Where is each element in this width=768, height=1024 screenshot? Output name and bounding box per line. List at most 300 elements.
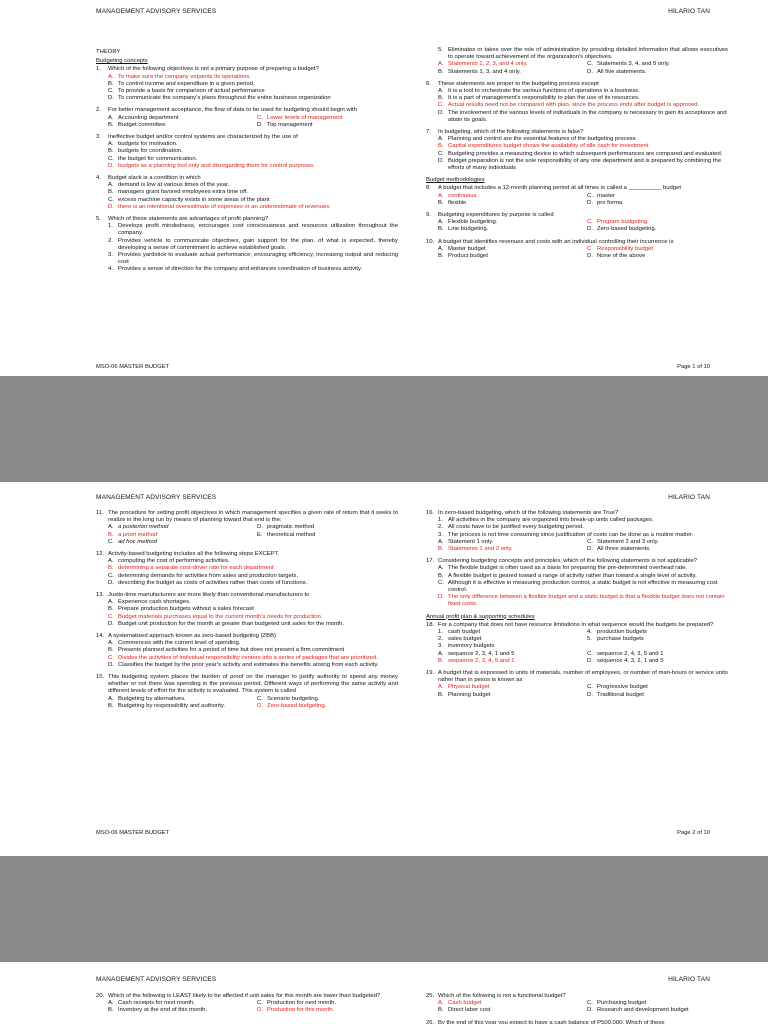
option-text: Budgeting by responsibility and authority. xyxy=(118,702,225,709)
answer-option xyxy=(438,136,728,143)
option-text: sequence 2, 3, 4, 1 and 5 xyxy=(448,650,515,657)
option-text: Zero-based budgeting. xyxy=(267,702,327,709)
option-letter: A. xyxy=(438,538,444,545)
question-number: 8. xyxy=(426,185,431,192)
question-item xyxy=(96,216,398,274)
option-text: Presents planned activities for a period of time but does not present a firm commitment xyxy=(118,647,345,654)
option-letter: C. xyxy=(108,572,114,579)
option-letter: A. xyxy=(108,1000,114,1007)
option-letter: A. xyxy=(438,650,444,657)
answer-option xyxy=(587,629,728,636)
option-letter: B. xyxy=(438,572,444,579)
question-item xyxy=(96,175,398,211)
option-letter: C. xyxy=(108,613,114,620)
option-letter: C. xyxy=(438,150,444,157)
answer-option xyxy=(587,636,728,643)
answer-option xyxy=(438,219,579,226)
option-letter: A. xyxy=(108,141,114,148)
option-letter: B. xyxy=(108,148,114,155)
question-text: Which of the following objectives is not a primary purpose of preparing a budget? xyxy=(108,66,319,73)
answer-option-correct xyxy=(438,143,728,150)
answer-option xyxy=(438,539,579,546)
statement-number: 1. xyxy=(438,517,443,524)
header-left: MANAGEMENT ADVISORY SERVICES xyxy=(96,494,217,501)
option-text: Statement 1 only. xyxy=(448,538,494,545)
answer-option xyxy=(257,122,398,129)
statement-item xyxy=(108,252,398,266)
answer-option xyxy=(587,61,728,68)
option-text: Responsibility budget xyxy=(597,245,653,252)
answer-option xyxy=(587,692,728,699)
option-letter: D. xyxy=(438,157,444,164)
answer-option xyxy=(587,658,728,665)
answer-option xyxy=(438,88,728,95)
option-letter: B. xyxy=(108,606,114,613)
statement-number: 1. xyxy=(108,223,113,230)
option-text: Budgeting provides a measuring device to which subsequent performances are compared and evaluated. xyxy=(448,150,723,157)
question-text: For better management acceptance, the flow of data to be used for budgeting should begin with xyxy=(108,107,357,114)
question-number: 5. xyxy=(96,216,101,223)
answer-option xyxy=(438,69,579,76)
option-letter: A. xyxy=(438,219,444,226)
option-text: Line budgeting. xyxy=(448,226,489,233)
answer-option xyxy=(587,200,728,207)
statement-item xyxy=(438,532,728,539)
question-stem xyxy=(96,175,398,182)
question-number: 16. xyxy=(426,510,435,516)
question-text: In budgeting, which of the following statements is false? xyxy=(438,129,584,136)
option-text: ad hoc method xyxy=(118,538,157,545)
question-item xyxy=(96,633,398,669)
option-letter: C. xyxy=(587,219,593,226)
statement-item xyxy=(108,266,398,273)
question-stem xyxy=(96,633,398,640)
question-text: This budgeting system places the burden of proof on the manager to justify authority to spend any money whether or not there was spending in the previous period. Different ways of performing the same activity and different levels of effort for the activity is evaluated. This system is called xyxy=(108,674,398,695)
answer-option xyxy=(108,189,398,196)
option-letter: C. xyxy=(108,196,114,203)
option-letter: D. xyxy=(108,661,114,668)
section-heading: Budgeting concepts xyxy=(96,58,148,65)
answer-option xyxy=(257,524,398,531)
answer-option xyxy=(108,1000,249,1007)
option-text: a posteriori method xyxy=(118,524,169,531)
option-letter: B. xyxy=(438,546,444,553)
answer-options xyxy=(438,219,728,233)
answer-options xyxy=(108,182,398,211)
option-text: Divides the activities of individual responsibility centers into a series of packages that are prioritized. xyxy=(118,654,378,661)
header-right: HILARIO TAN xyxy=(668,494,710,501)
option-letter: A. xyxy=(108,524,114,531)
option-letter: A. xyxy=(438,192,444,199)
section-heading: THEORY xyxy=(96,49,121,55)
option-text: theoretical method xyxy=(267,531,316,538)
option-text: Accounting department xyxy=(118,114,179,121)
option-text: sales budget xyxy=(448,636,482,643)
question-number: 10. xyxy=(426,238,435,245)
option-text: Progressive budget xyxy=(597,684,648,691)
answer-option xyxy=(587,643,728,650)
option-letter: C. xyxy=(587,1000,593,1007)
question-item xyxy=(426,81,728,124)
question-stem xyxy=(96,674,398,696)
option-text: Statements 1 and 2 only. xyxy=(448,546,513,553)
option-text: determining a separate cost-driver rate for each department xyxy=(118,565,274,572)
option-letter: D. xyxy=(108,203,114,210)
answer-options xyxy=(438,136,728,172)
option-letter: D. xyxy=(257,1007,263,1014)
answer-option xyxy=(587,546,728,553)
option-text: Although it is effective in measuring production control, a static budget is not effective in measuring cost control. xyxy=(448,579,718,594)
question-item xyxy=(426,47,728,76)
statement-text: Provides a sense of direction for the company and enhances coordination of business activity. xyxy=(118,266,363,273)
page-footer xyxy=(96,830,710,836)
page-3-right-column xyxy=(426,993,728,1024)
option-text: Master budget xyxy=(448,245,486,252)
option-text: Commences with the current level of spending. xyxy=(118,640,241,647)
answer-options xyxy=(438,193,728,207)
option-text: Planning and control are the essential features of the budgeting process xyxy=(448,136,636,143)
answer-option-correct xyxy=(438,102,728,109)
option-letter: 1. xyxy=(438,629,443,636)
option-letter: 3. xyxy=(438,643,443,650)
option-letter: C. xyxy=(587,192,593,199)
answer-options xyxy=(438,1000,728,1014)
option-letter: 4. xyxy=(587,629,592,636)
question-text: Activity-based budgeting includes all the following steps EXCEPT xyxy=(108,551,279,558)
option-letter: C. xyxy=(108,88,114,95)
option-text: determining demands for activities from sales and production targets. xyxy=(118,572,299,579)
question-number: 15. xyxy=(96,674,105,681)
option-text: computing the cost of performing activities. xyxy=(118,558,230,565)
option-text: The flexible budget is often used as a basis for preparing the pre-determined overhead rate. xyxy=(448,565,688,572)
answer-option xyxy=(438,636,579,643)
statement-list xyxy=(438,47,728,61)
option-letter: B. xyxy=(108,189,114,196)
option-text: Traditional budget xyxy=(597,691,644,698)
answer-option-correct xyxy=(438,193,579,200)
answer-option xyxy=(438,253,579,260)
option-letter xyxy=(587,643,597,650)
option-letter: A. xyxy=(108,73,114,80)
option-text: Statements 3, 4, and 5 only. xyxy=(597,61,670,68)
option-letter: D. xyxy=(587,691,593,698)
answer-options xyxy=(438,61,728,75)
option-letter: D. xyxy=(438,594,444,601)
option-letter: D. xyxy=(257,524,263,531)
answer-option xyxy=(438,692,579,699)
statement-text: All costs have to be justified every budgeting period. xyxy=(448,524,584,531)
option-letter: A. xyxy=(108,182,114,189)
question-text: The procedure for setting profit objectives in which management specifies a given rate of return that it seeks to realize in the long run by means of planning toward that end is the: xyxy=(108,510,398,524)
answer-option-correct xyxy=(108,565,398,572)
section-heading: Budget methodologies xyxy=(426,177,485,184)
option-text: sequence 2, 4, 3, 5 and 1 xyxy=(597,650,664,657)
question-stem xyxy=(426,558,728,565)
question-number: 9. xyxy=(426,212,431,219)
question-text: Budget slack is a condition in which xyxy=(108,175,201,182)
option-text: continuous xyxy=(448,192,477,199)
answer-option xyxy=(438,226,579,233)
answer-option xyxy=(257,1000,398,1007)
option-letter: D. xyxy=(108,162,114,169)
option-text: Scenario budgeting. xyxy=(267,695,320,702)
option-text: The only difference between a flexible budget and a static budget is that a flexible budget does not contain fixed costs. xyxy=(448,594,725,608)
question-text: Which of these statements are advantages of profit planning? xyxy=(108,216,269,223)
page-1-left-column xyxy=(96,47,398,279)
statement-text: Develops profit mindedness, encourages cost consciousness and resources utilization throughout the company. xyxy=(118,223,398,237)
option-text: demand is low at various times of the year. xyxy=(118,182,230,189)
answer-options xyxy=(108,115,398,129)
option-text: budgets as a planning tool only and disregarding them for control purposes. xyxy=(118,162,315,169)
option-text: Research and development budget xyxy=(597,1007,689,1014)
answer-options xyxy=(108,74,398,103)
option-letter: C. xyxy=(587,538,593,545)
answer-option xyxy=(438,158,728,172)
option-letter: A. xyxy=(438,684,444,691)
question-number: 25. xyxy=(426,993,435,999)
option-letter: A. xyxy=(438,61,444,68)
option-letter: B. xyxy=(438,199,444,206)
option-letter: C. xyxy=(257,114,263,121)
answer-option-correct xyxy=(108,614,398,621)
option-letter: C. xyxy=(438,579,444,586)
statement-item xyxy=(108,223,398,237)
option-text: cash budget xyxy=(448,629,481,636)
answer-option xyxy=(108,156,398,163)
page-header xyxy=(96,494,710,501)
question-item xyxy=(426,558,728,608)
answer-option xyxy=(108,122,249,129)
answer-option xyxy=(108,599,398,606)
question-item xyxy=(96,66,398,102)
option-letter: C. xyxy=(257,695,263,702)
question-stem xyxy=(96,66,398,73)
question-stem xyxy=(426,1020,728,1024)
answer-option xyxy=(438,573,728,580)
header-right: HILARIO TAN xyxy=(668,8,710,15)
option-text: flexible xyxy=(448,199,467,206)
option-text: All three statements. xyxy=(597,546,651,553)
answer-option xyxy=(587,651,728,658)
option-text: production budgets xyxy=(597,629,648,636)
answer-option-correct xyxy=(108,163,398,170)
option-text: Budget preparation is not the sole responsibility of any one department and is prepared by combining the efforts of many individuals xyxy=(448,157,722,172)
answer-option-correct xyxy=(108,204,398,211)
question-stem xyxy=(96,134,398,141)
option-letter: B. xyxy=(438,226,444,233)
question-number: 4. xyxy=(96,175,101,182)
answer-option-correct xyxy=(438,1000,579,1007)
option-letter: D. xyxy=(587,1007,593,1014)
option-letter: B. xyxy=(438,657,444,664)
answer-option-correct xyxy=(257,115,398,122)
question-text: By the end of this year you expect to have a cash balance of P500,000. Which of these xyxy=(438,1019,665,1024)
option-letter: C. xyxy=(108,654,114,661)
question-text: A budget that is expressed in units of materials, number of employees, or number of man-hours or service units rather than in pesos is known as xyxy=(438,670,728,684)
question-item xyxy=(96,510,398,546)
question-number: 2. xyxy=(96,107,101,114)
option-letter: D. xyxy=(587,199,593,206)
option-text: managers grant favored employees extra time off. xyxy=(118,189,248,196)
question-number: 19. xyxy=(426,670,435,677)
question-stem xyxy=(426,239,728,246)
option-letter: B. xyxy=(438,1007,444,1014)
option-text: All five statements. xyxy=(597,68,647,75)
question-number: 11. xyxy=(96,510,104,516)
question-item xyxy=(426,185,728,207)
question-item xyxy=(426,993,728,1015)
option-letter: D. xyxy=(257,702,263,709)
question-text: In zero-based budgeting, which of the following statements are True? xyxy=(438,510,619,516)
option-text: excess machine capacity exists in some areas of the plant xyxy=(118,196,270,203)
question-item xyxy=(96,551,398,587)
option-text: Cash budget xyxy=(448,1000,482,1007)
option-letter: A. xyxy=(108,695,114,702)
option-text: None of the above xyxy=(597,253,646,260)
option-text: It is a part of management's responsibility to plan the use of its resources. xyxy=(448,95,640,102)
question-number: 14. xyxy=(96,633,105,640)
option-text: Top management xyxy=(267,121,313,128)
answer-options xyxy=(108,558,398,587)
option-letter: D. xyxy=(587,226,593,233)
question-number: 3. xyxy=(96,134,101,141)
question-item xyxy=(96,674,398,710)
answer-option-correct xyxy=(108,74,398,81)
statement-number: 2. xyxy=(108,237,113,244)
answer-option-correct xyxy=(257,703,398,710)
option-letter: A. xyxy=(108,558,114,565)
option-text: purchase budgets xyxy=(597,636,644,643)
answer-options xyxy=(438,629,728,665)
option-text: A flexible budget is geared toward a range of activity rather than toward a single level of activity. xyxy=(448,572,697,579)
answer-option xyxy=(108,703,249,710)
option-text: describing the budget as costs of activities rather than costs of functions. xyxy=(118,579,308,586)
question-text: Ineffective budget and/or control systems are characterized by the use of xyxy=(108,134,298,141)
footer-left: MSO-06 MASTER BUDGET xyxy=(96,364,170,370)
page-header xyxy=(96,976,710,983)
option-text: Statements 1, 2, 3, and 4 only. xyxy=(448,61,528,68)
question-item xyxy=(426,670,728,699)
question-stem xyxy=(96,510,398,524)
option-text: To communicate the company's plans throughout the entire business organization xyxy=(118,95,331,102)
option-text: Inventory at the end of this month. xyxy=(118,1007,208,1014)
answer-options xyxy=(108,524,398,546)
answer-option xyxy=(438,200,579,207)
answer-options xyxy=(438,539,728,553)
answer-option xyxy=(108,580,398,587)
answer-option-correct xyxy=(438,546,579,553)
option-text: Capital expenditures budget shows the availability of idle cash for investment xyxy=(448,143,649,150)
option-text: Flexible budgeting. xyxy=(448,219,498,226)
question-item xyxy=(96,107,398,129)
answer-option xyxy=(108,115,249,122)
page-1 xyxy=(0,0,768,376)
answer-options xyxy=(438,246,728,260)
question-number: 7. xyxy=(426,129,431,136)
option-letter: 5. xyxy=(587,636,592,643)
option-text: Direct labor cost xyxy=(448,1007,491,1014)
answer-option-correct xyxy=(438,684,579,691)
question-item xyxy=(96,134,398,170)
option-text: Product budget xyxy=(448,253,488,260)
option-letter: A. xyxy=(108,114,114,121)
page-number: Page 1 of 10 xyxy=(677,364,710,370)
statement-text: Eliminates or takes over the role of administration by providing detailed information that allows executives to operate toward achievement of the organization's objectives. xyxy=(448,47,728,61)
option-letter: 2. xyxy=(438,636,443,643)
answer-option-correct xyxy=(108,532,249,539)
option-letter: B. xyxy=(108,647,114,654)
answer-option xyxy=(108,95,398,102)
option-letter: C. xyxy=(257,1000,263,1007)
question-item xyxy=(426,622,728,665)
question-stem xyxy=(426,993,728,1000)
option-text: sequence 4, 3, 2, 1 and 5 xyxy=(597,657,664,664)
answer-option xyxy=(587,193,728,200)
question-stem xyxy=(426,510,728,517)
question-item xyxy=(426,129,728,172)
option-text: a priori method xyxy=(118,531,158,538)
question-item xyxy=(426,510,728,553)
question-number: 18. xyxy=(426,621,435,628)
option-text: Production for next month. xyxy=(267,1000,337,1007)
answer-option xyxy=(587,1007,728,1014)
header-left: MANAGEMENT ADVISORY SERVICES xyxy=(96,976,217,983)
option-text: Statement 2 and 3 only. xyxy=(597,538,659,545)
answer-option xyxy=(438,565,728,572)
answer-option xyxy=(438,1007,579,1014)
answer-option-correct xyxy=(438,658,579,665)
page-1-right-column xyxy=(426,47,728,265)
question-stem xyxy=(426,670,728,684)
question-text: Considering budgeting concepts and principles, which of the following statements is not applicable? xyxy=(438,558,698,565)
question-stem xyxy=(96,107,398,114)
statement-text: All activities in the company are organized into break-up units called packages. xyxy=(448,517,654,524)
option-text: Planning budget xyxy=(448,691,491,698)
answer-options xyxy=(108,599,398,628)
option-text: Budgeting by alternatives. xyxy=(118,695,186,702)
option-letter: D. xyxy=(108,95,114,102)
answer-option xyxy=(108,81,398,88)
option-letter: C. xyxy=(587,684,593,691)
answer-option xyxy=(438,151,728,158)
question-stem xyxy=(426,185,728,192)
answer-options xyxy=(438,565,728,608)
header-right: HILARIO TAN xyxy=(668,976,710,983)
answer-option xyxy=(587,684,728,691)
answer-option xyxy=(587,1000,728,1007)
question-number: 17. xyxy=(426,558,435,565)
answer-options xyxy=(108,640,398,669)
statement-item xyxy=(438,517,728,524)
question-stem xyxy=(426,212,728,219)
answer-option-correct xyxy=(587,219,728,226)
option-text xyxy=(597,643,728,650)
answer-option xyxy=(438,643,579,650)
question-item xyxy=(426,212,728,234)
option-letter: B. xyxy=(438,691,444,698)
question-item xyxy=(426,1020,728,1024)
question-number: 13. xyxy=(96,592,105,599)
question-stem xyxy=(96,592,398,599)
option-text: Production for this month. xyxy=(267,1007,335,1014)
statement-item xyxy=(108,238,398,252)
answer-option xyxy=(108,539,249,546)
option-text: Cash receipts for next month. xyxy=(118,1000,195,1007)
option-text: there is an intentional overestimate of expenses or an underestimate of revenues. xyxy=(118,203,331,210)
page-2-right-column xyxy=(426,510,728,704)
page-3 xyxy=(0,962,768,1024)
answer-option xyxy=(438,629,579,636)
